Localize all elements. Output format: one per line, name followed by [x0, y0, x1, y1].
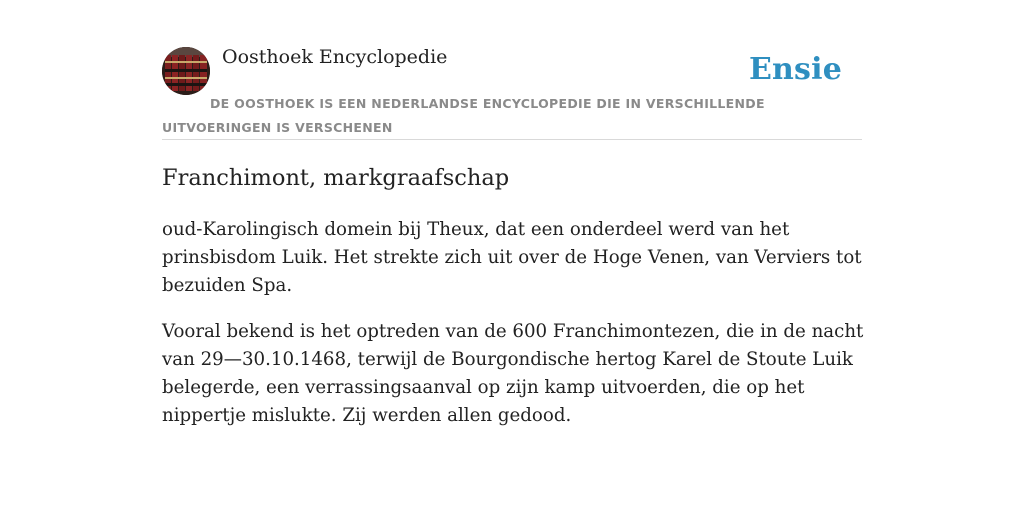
- header: [162, 44, 862, 140]
- article-paragraph: Vooral bekend is het optreden van de 600 Franchimontezen, die in de nacht van 29—30.10.1468, terwijl de Bourgondische hertog Karel de Stoute Luik belegerde, een verrassingsaanval op zijn kamp uitvoerden, die op het nippertje mislukte. Zij werden allen gedood.: [162, 321, 864, 426]
- article-paragraph: oud-Karolingisch domein bij Theux, dat een onderdeel werd van het prinsbisdom Luik. Het strekte zich uit over de Hoge Venen, van Verviers tot bezuiden Spa.: [162, 219, 862, 296]
- source-name[interactable]: Oosthoek Encyclopedie: [222, 46, 448, 68]
- tagline: DE OOSTHOEK IS EEN NEDERLANDSE ENCYCLOPEDIE DIE IN VERSCHILLENDE UITVOERINGEN IS VERSCHENEN: [162, 96, 765, 135]
- encyclopedia-books-icon[interactable]: [162, 47, 210, 95]
- brand-logo[interactable]: Ensie: [748, 52, 842, 87]
- article: [162, 162, 864, 448]
- article-title: Franchimont, markgraafschap: [162, 165, 510, 191]
